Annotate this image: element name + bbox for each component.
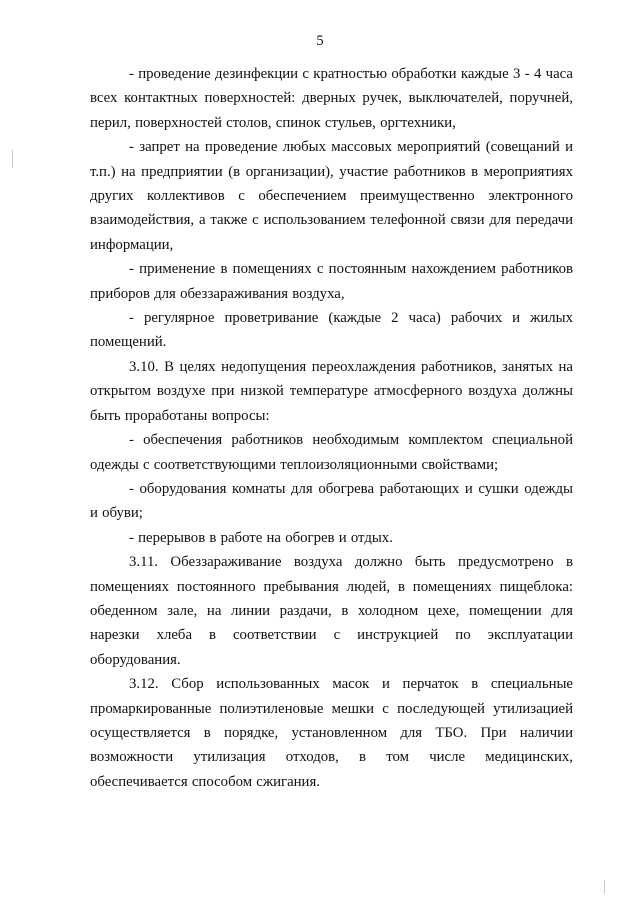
paragraph-ventilation: - регулярное проветривание (каждые 2 часа) рабочих и жилых помещений.: [90, 310, 573, 351]
paragraph-3-11: 3.11. Обеззараживание воздуха должно быть предусмотрено в помещениях постоянного пребывания людей, в помещениях пищеблока: обеденном зале, на линии раздачи, в холодном цехе, помещении для нарезки хлеба в соответствии с инструкцией по эксплуатации оборудования.: [90, 554, 573, 668]
paragraph-3-12: 3.12. Сбор использованных масок и перчаток в специальные промаркированные полиэтиленовые мешки с последующей утилизацией осуществляется в порядке, установленном для ТБО. При наличии возможности утилизация отходов, в том числе медицинских, обеспечивается способом сжигания.: [90, 676, 573, 790]
scan-artifact-left: [12, 150, 13, 168]
page-number: 5: [316, 33, 324, 49]
paragraph-mass-events-ban: - запрет на проведение любых массовых мероприятий (совещаний и т.п.) на предприятии (в организации), участие работников в мероприятиях других коллективов с обеспечением преимущественно электронного взаимодействия, а также с использованием телефонной связи для передачи информации,: [90, 139, 573, 253]
document-body: [90, 62, 573, 794]
paragraph-3-10: 3.10. В целях недопущения переохлаждения работников, занятых на открытом воздухе при низкой температуре атмосферного воздуха должны быть проработаны вопросы:: [90, 358, 573, 424]
paragraph-special-clothing: - обеспечения работников необходимым комплектом специальной одежды с соответствующими теплоизоляционными свойствами;: [90, 432, 573, 473]
paragraph-heating-room: - оборудования комнаты для обогрева работающих и сушки одежды и обуви;: [90, 480, 573, 522]
paragraph-work-breaks: - перерывов в работе на обогрев и отдых.: [129, 529, 393, 546]
scan-artifact-right: [604, 880, 605, 894]
paragraph-air-disinfection-devices: - применение в помещениях с постоянным нахождением работников приборов для обеззараживания воздуха,: [90, 261, 573, 302]
paragraph-disinfection: - проведение дезинфекции с кратностью обработки каждые 3 - 4 часа всех контактных поверхностей: дверных ручек, выключателей, поручней, перил, поверхностей столов, спинок стульев, оргтехники,: [90, 66, 573, 131]
